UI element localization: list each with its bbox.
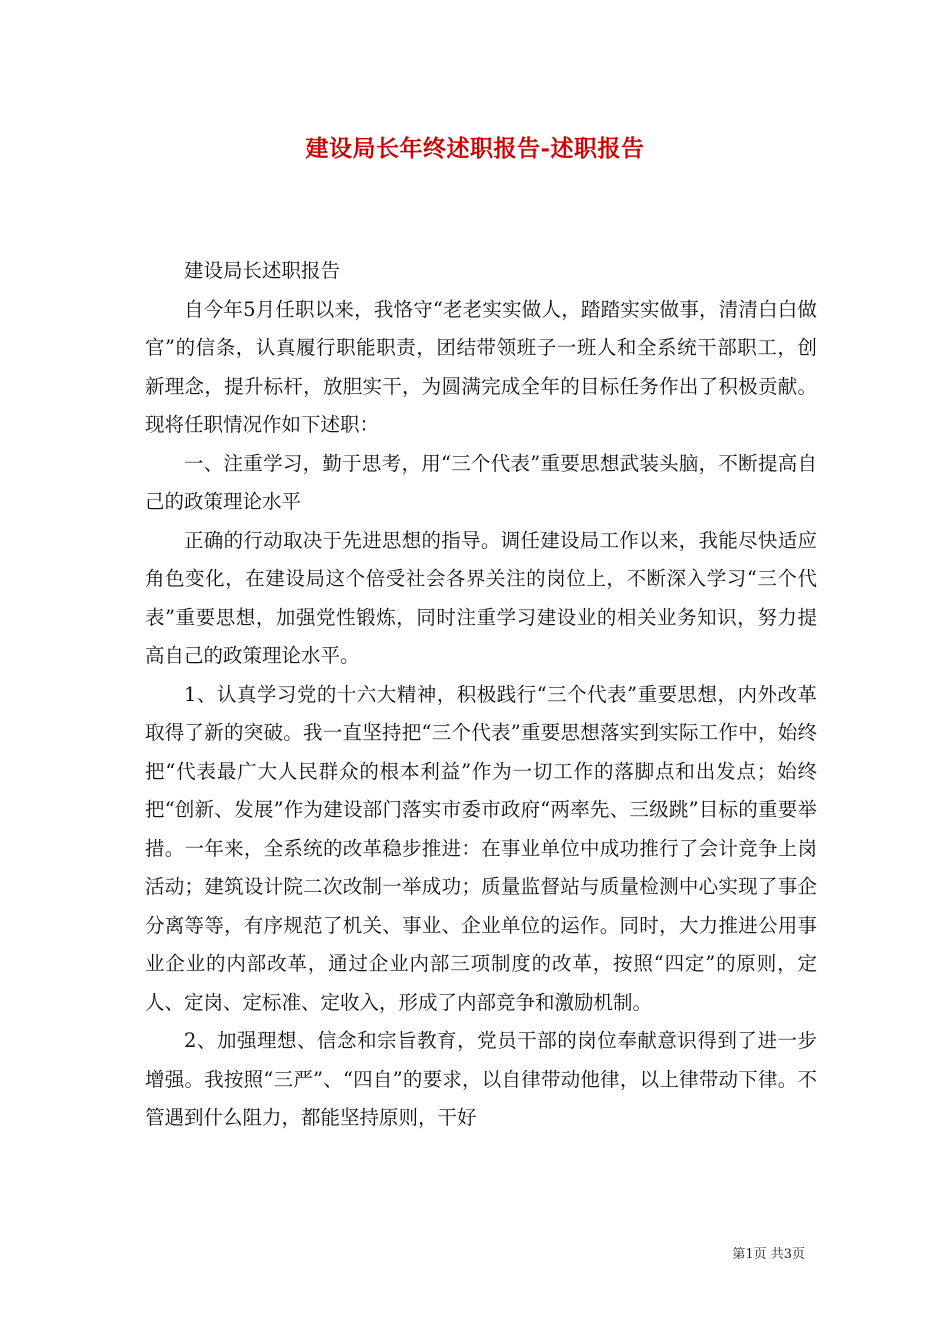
paragraph-item-2: 2、加强理想、信念和宗旨教育，党员干部的岗位奉献意识得到了进一步增强。我按照“三严”、“四自”的要求，以自律带动他律，以上律带动下律。不管遇到什么阻力，都能坚持原则，干好 <box>145 1029 817 1129</box>
paragraph-section-1-body: 正确的行动取决于先进思想的指导。调任建设局工作以来，我能尽快适应角色变化，在建设局这个倍受社会各界关注的岗位上，不断深入学习“三个代表”重要思想，加强党性锻炼，同时注重学习建设业的相关业务知识，努力提高自己的政策理论水平。 <box>145 528 817 667</box>
paragraph-section-1-heading: 一、注重学习，勤于思考，用“三个代表”重要思想武装头脑，不断提高自己的政策理论水平 <box>145 451 817 513</box>
paragraph-item-1: 1、认真学习党的十六大精神，积极践行“三个代表”重要思想，内外改革取得了新的突破。我一直坚持把“三个代表”重要思想落实到实际工作中，始终把“代表最广大人民群众的根本利益”作为一切工作的落脚点和出发点；始终把“创新、发展”作为建设部门落实市委市政府“两率先、三级跳”目标的重要举措。一年来，全系统的改革稳步推进：在事业单位中成功推行了会计竞争上岗活动；建筑设计院二次改制一举成功；质量监督站与质量检测中心实现了事企分离等等，有序规范了机关、事业、企业单位的运作。同时，大力推进公用事业企业的内部改革，通过企业内部三项制度的改革，按照“四定”的原则，定人、定岗、定标准、定收入，形成了内部竞争和激励机制。 <box>145 682 817 1014</box>
paragraph-intro: 自今年5月任职以来，我恪守“老老实实做人，踏踏实实做事，清清白白做官”的信条，认真履行职能职责，团结带领班子一班人和全系统干部职工，创新理念，提升标杆，放胆实干，为圆满完成全年的目标任务作出了积极贡献。现将任职情况作如下述职： <box>145 297 817 436</box>
paragraph-heading: 建设局长述职报告 <box>184 259 341 282</box>
document-title: 建设局长年终述职报告-述职报告 <box>305 135 645 162</box>
document-body <box>145 252 817 1138</box>
page-number-footer: 第1页 共3页 <box>732 1247 805 1262</box>
